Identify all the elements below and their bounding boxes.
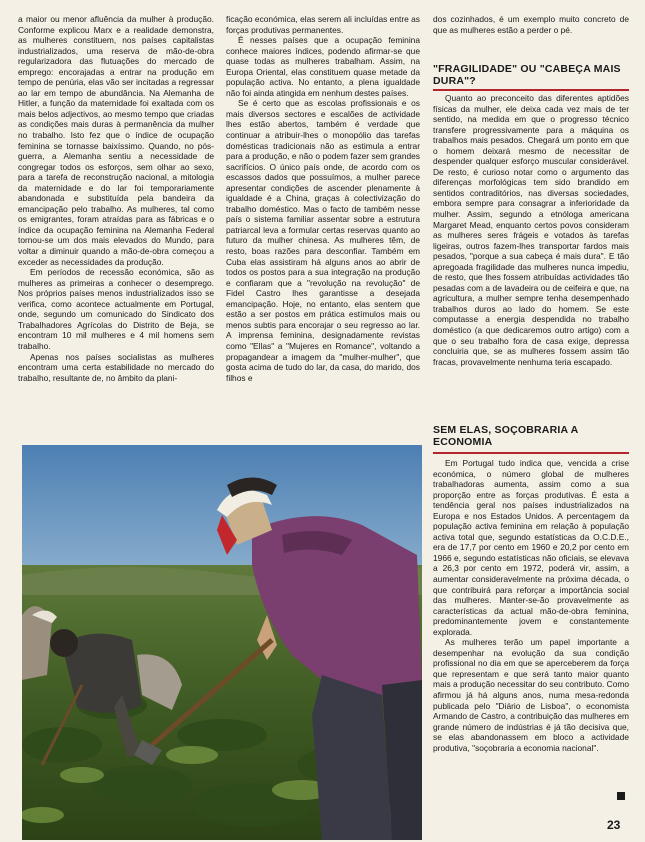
field-workers-photo xyxy=(22,445,422,840)
column-2 xyxy=(226,14,420,442)
paragraph: Se é certo que as escolas profissionais e os mais diversos sectores e escalões de actividade lhes estão abertos, também é verdade que continuar a atribuir-lhes o monopólio das tarefas domésticas tradicionais não as estimula a entrar para a produção, e não o podem fazer sem grandes sacrifícios. O único país onde, de acordo com os escassos dados que possuímos, a mulher parece apresentar condições de ascender plenamente à igualdade é a China, graças à colectivização do trabalho doméstico. Mas o facto de também nesse país o sistema familiar assentar sobre a estrutura patriarcal leva a formular certas reservas quanto ao futuro da mulher chinesa. As mulheres têm, de resto, boas razões para desconfiar. Também em Cuba elas assistiram há alguns anos ao abrir de todos os postos para a sua integração na produção e confiaram que a "revolução na revolução" de Fidel Castro lhes garantisse a desejada emancipação. Hoje, no entanto, elas sentem que estão a ser postos em prática estímulos mais ou menos subtis para encorajar o seu regresso ao lar. A imprensa feminina, designadamente revistas como "Ellas" a "Mujeres en Romance", voltando a propagandear a imagem da "mulher-mulher", que gosta acima de tudo do lar, da casa, do marido, dos filhos e xyxy=(226,98,420,383)
paragraph: Em Portugal tudo indica que, vencida a crise económica, o número global de mulheres trabalhadoras aumenta, assim como a sua proporção entre as forças produtivas. É esta a tendência geral nos países industrializados na Europa e nos Estados Unidos. A percentagem da população activa feminina em relação à população activa total que, segundo estatísticas da O.C.D.E., era de 17,7 por cento em 1960 e 20,2 por cento em 1966 e, segundo estatísticas não oficiais, se elevava a 26,3 por cento em 1972, poderá vir, assim, a aumentar consideravelmente na próxima década, o que contribuirá para reforçar a importância social das mulheres. Manter-se-ão provavelmente as características da actual mão-de-obra feminina, predominantemente jovem e constantemente explorada. xyxy=(433,458,629,637)
heading-rule xyxy=(433,452,629,454)
paragraph: a maior ou menor afluência da mulher à produção. Conforme explicou Marx e a realidade demonstra, as mulheres constituem, nos países capitalistas industrializados, uma reserva de mão-de-obra regularizadora das flutuações do mercado de emprego: encorajadas a entrar na produção em tempo de penúria, elas vão ser incitadas a regressar ao lar em tempo de abundância. Na Alemanha de Hitler, a função da maternidade foi exaltada com os mais belos adjectivos, ao mesmo tempo que criadas as condições mais duras à permanência da mulher no trabalho. Isto fez que o índice de ocupação feminina se tornasse baixíssimo. Quando, no pós-guerra, a Alemanha sentiu a necessidade de congregar todos os esforços, sem olhar ao sexo, para a tarefa de reconstrução nacional, a mitologia da maternidade e do lar foi temporariamente abandonada e substituída pela bandeira da emancipação pelo trabalho. As mulheres, tal como os emigrantes, foram atraídas para as fábricas e o índice da ocupação feminina na Alemanha Federal tornou-se um dos mais elevados do Mundo, para voltar a diminuir quando a mão-de-obra começou a exceder as necessidades da produção. xyxy=(18,14,214,267)
paragraph: Apenas nos países socialistas as mulheres encontram uma certa estabilidade no mercado do trabalho, resultante de, no âmbito da plani- xyxy=(18,351,214,383)
paragraph: Quanto ao preconceito das diferentes aptidões físicas da mulher, ele deixa cada vez mais de ter sentido, na medida em que o progresso técnico transfere progressivamente para a máquina os trabalhos mais pesados. Chegará um ponto em que o homem deixará mesmo de necessitar de despender qualquer esforço muscular considerável. De resto, é curioso notar como o argumento das diferenças morfológicas tem sido brandido em sentidos contraditórios, nas diversas sociedades, embora sempre para consagrar a inferioridade da mulher. Assim, segundo a etnóloga americana Margaret Mead, enquanto certos povos consideram as mulheres seres frágeis e votados às tarefas ligeiras, outros fazem-lhes transportar fardos mais pesados, "porque a sua cabeça é mais dura". E tão apregoada fragilidade das mulheres nunca impediu, de resto, que lhes fossem atribuídas actividades tão pesadas com a de lavadeira ou de ceifeira e que, na agricultura, a mulher sempre tenha desempenhado trabalhos duros ao lado do homem. Se este computasse a energia despendida no trabalho doméstico (a que dedicaremos outro artigo) com a que o seu trabalho fora de casa exige, depressa concluiria que, se as mulheres fossem assim tão fracas, provavelmente nenhuma teria escapado. xyxy=(433,93,629,367)
paragraph: É nesses países que a ocupação feminina conhece maiores índices, podendo afirmar-se que quase todas as mulheres trabalham. Assim, na Europa Oriental, elas constituem quase metade da população activa. No entanto, a plena igualdade não foi ainda atingida em nenhum destes países. xyxy=(226,35,420,98)
paragraph: As mulheres terão um papel importante a desempenhar na evolução da sua condição profissional no dia em que se aperceberem da força que representam e que será tanto maior quanto mais a produção necessitar do seu contributo. Como afirmou já há alguns anos, numa mesa-redonda publicada pelo "Diário de Lisboa", o economista Armando de Castro, a contribuição das mulheres em grande número de indústrias é já tão decisiva que, se elas abandonassem em bloco a actividade produtiva, "soçobraria a economia nacional". xyxy=(433,637,629,753)
paragraph: dos cozinhados, é um exemplo muito concreto de que as mulheres estão a perder o pé. xyxy=(433,14,629,35)
paragraph: ficação económica, elas serem ali incluídas entre as forças produtivas permanentes. xyxy=(226,14,420,35)
section-heading-fragilidade: "FRAGILIDADE" OU "CABEÇA MAIS DURA"? xyxy=(433,63,621,87)
column-3-top xyxy=(433,14,629,38)
paragraph: Em períodos de recessão económica, são as mulheres as primeiras a conhecer o desemprego. Nos próprios países menos industrializados isso se verifica, como acontece actualmente em Portugal, onde, segundo um comunicado do Sindicato dos Trabalhadores Agrícolas do Distrito de Beja, se encontram 10 mil mulheres e 4 mil homens sem trabalho. xyxy=(18,267,214,351)
column-3-bottom xyxy=(433,458,629,798)
page-number: 23 xyxy=(607,818,621,832)
heading-rule xyxy=(433,89,629,91)
photo-illustration xyxy=(22,445,422,840)
column-3-middle xyxy=(433,93,629,413)
column-1 xyxy=(18,14,214,442)
end-of-article-mark xyxy=(617,792,625,800)
section-heading-economia: SEM ELAS, SOÇOBRARIA A ECONOMIA xyxy=(433,424,578,448)
